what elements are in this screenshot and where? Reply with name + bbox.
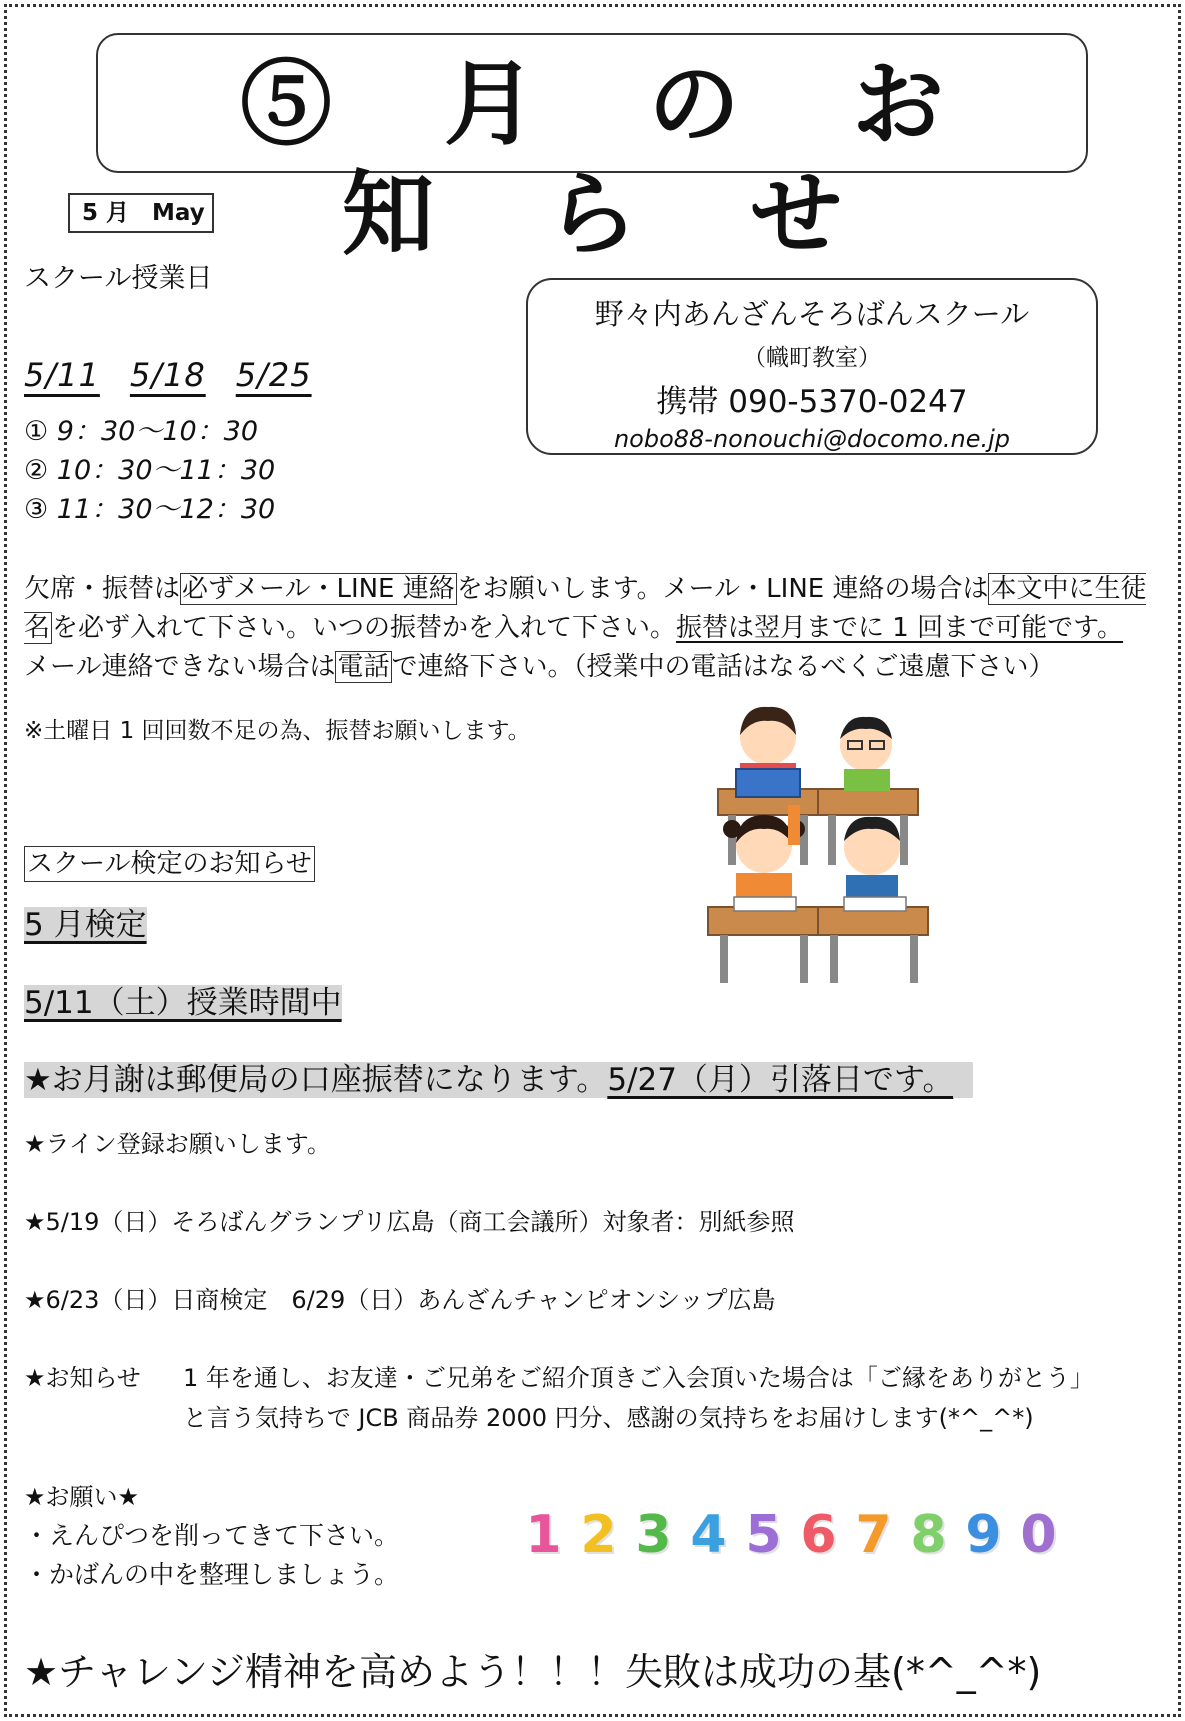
lesson-time: ② 10：30～11：30 — [24, 455, 276, 486]
kentei-date — [24, 982, 342, 1024]
notice-text: メール連絡できない場合は — [24, 652, 336, 682]
absence-notice — [24, 570, 1164, 687]
number-digit: 6 — [800, 1505, 837, 1565]
event-kentei-championship: ★6/23（日）日商検定 6/29（日）あんざんチャンピオンシップ広島 — [24, 1286, 776, 1314]
school-contact-box — [526, 278, 1098, 455]
notice-emphasis-name: 本文中に生徒名 — [24, 574, 1147, 643]
requests-heading: ★お願い★ — [24, 1483, 140, 1511]
request-item: ・かばんの中を整理しましょう。 — [24, 1560, 400, 1589]
line-registration-notice: ★ライン登録お願いします。 — [24, 1130, 331, 1158]
notice-text: 欠席・振替は — [24, 574, 181, 604]
number-digit: 9 — [965, 1505, 1002, 1565]
school-days-heading: スクール授業日 — [24, 263, 213, 294]
saturday-note: ※土曜日 1 回回数不足の為、振替お願いします。 — [24, 718, 531, 744]
school-email[interactable]: nobo88-nonouchi@docomo.ne.jp — [613, 425, 1011, 453]
school-date: 5/11 — [24, 356, 100, 394]
event-grandprix: ★5/19（日）そろばんグランプリ広島（商工会議所）対象者：別紙参照 — [24, 1208, 795, 1236]
number-digit: 1 — [525, 1505, 562, 1565]
school-dates — [24, 356, 342, 394]
kentei-month — [24, 904, 147, 946]
referral-notice-line2: と言う気持ちで JCB 商品券 2000 円分、感謝の気持ちをお届けします(*^_^*) — [183, 1404, 1034, 1432]
referral-notice-label: ★お知らせ — [24, 1364, 141, 1392]
challenge-slogan: ★チャレンジ精神を高めよう！！！失敗は成功の基(*^_^*) — [24, 1650, 1042, 1694]
fee-notice-part1: ★お月謝は郵便局の口座振替になります。 — [24, 1062, 608, 1098]
page-title: ⑤ 月 の お 知 ら せ — [239, 50, 985, 268]
fee-notice-part2: 5/27（月）引落日です。 — [607, 1062, 954, 1098]
school-date: 5/18 — [129, 356, 206, 394]
notice-text: をお願いします。メール・LINE 連絡の場合は — [456, 574, 989, 604]
number-digit: 8 — [910, 1505, 947, 1565]
number-digit: 2 — [580, 1505, 617, 1565]
notice-emphasis-contact: 必ずメール・LINE 連絡 — [182, 574, 455, 604]
school-phone: 携帯 090-5370-0247 — [656, 384, 968, 420]
request-item: ・えんぴつを削ってきて下さい。 — [24, 1521, 400, 1550]
notice-text: を必ず入れて下さい。いつの振替かを入れて下さい。 — [52, 613, 677, 643]
school-room: （幟町教室） — [743, 345, 881, 371]
classroom-illustration — [688, 697, 948, 987]
number-digit: 4 — [690, 1505, 727, 1565]
number-digit: 5 — [745, 1505, 782, 1565]
referral-notice-line1: 1 年を通し、お友達・ご兄弟をご紹介頂きご入会頂いた場合は「ご縁をありがとう」 — [183, 1364, 1094, 1392]
number-digit: 7 — [855, 1505, 892, 1565]
number-digit: 0 — [1020, 1505, 1057, 1565]
kentei-heading: スクール検定のお知らせ — [24, 846, 315, 882]
number-digit: 3 — [635, 1505, 672, 1565]
lesson-time: ③ 11：30～12：30 — [24, 494, 276, 525]
lesson-times — [24, 412, 275, 529]
month-label: 5 月 May — [68, 193, 214, 233]
school-date: 5/25 — [235, 356, 312, 394]
notice-text: で連絡下さい。（授業中の電話はなるべくご遠慮下さい） — [391, 652, 1055, 682]
lesson-time: ① 9：30～10：30 — [24, 416, 259, 447]
notice-makeup-limit: 振替は翌月までに 1 回まで可能です。 — [676, 613, 1124, 643]
kentei-month-text: 5 月検定 — [24, 907, 147, 943]
school-name: 野々内あんざんそろばんスクール — [594, 297, 1030, 331]
number-candles-decoration — [516, 1505, 1066, 1565]
notice-emphasis-phone: 電話 — [337, 652, 390, 682]
kentei-date-text: 5/11（土）授業時間中 — [24, 985, 342, 1021]
fee-notice — [24, 1059, 973, 1101]
